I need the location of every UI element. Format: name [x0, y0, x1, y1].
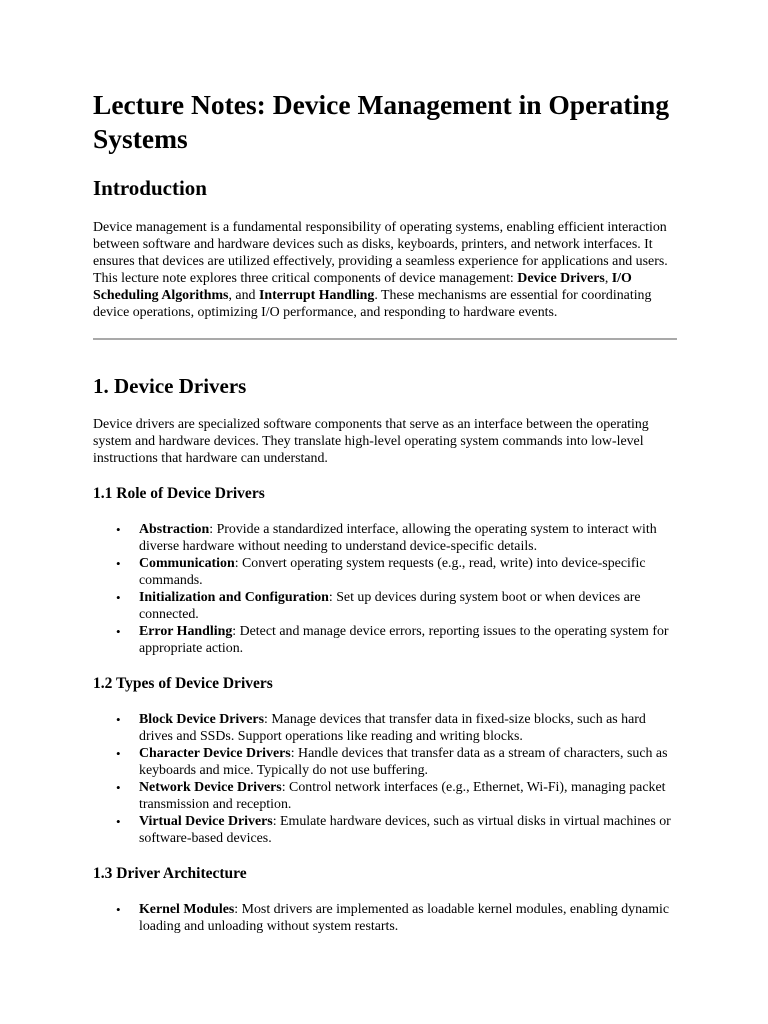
intro-term-io-scheduling: I/O Scheduling Algorithms	[93, 271, 632, 303]
types-list	[93, 711, 677, 847]
architecture-list	[93, 901, 677, 935]
section-divider	[93, 338, 677, 340]
list-item-term: Character Device Drivers	[139, 746, 291, 761]
list-item-term: Block Device Drivers	[139, 712, 264, 727]
list-item	[139, 745, 677, 779]
subsection-1-1-heading: 1.1 Role of Device Drivers	[93, 485, 265, 502]
list-item-term: Network Device Drivers	[139, 780, 282, 795]
page-title: Lecture Notes: Device Management in Operating Systems	[93, 89, 670, 154]
subsection-1-3-heading: 1.3 Driver Architecture	[93, 865, 247, 882]
introduction-paragraph	[93, 219, 677, 321]
list-item	[139, 623, 677, 657]
intro-text-a: Device management is a fundamental responsibility of operating systems, enabling efficient interaction between software and hardware devices such as disks, keyboards, printers, and network interfaces. It ensures that devices are utilized effectively, providing a seamless experience for applications and users. This lecture note explores three critical components of device management:	[93, 220, 668, 286]
list-item-desc: : Manage devices that transfer data in fixed-size blocks, such as hard drives and SSDs. Support operations like reading and writing blocks.	[139, 712, 646, 744]
list-item-desc: : Emulate hardware devices, such as virtual disks in virtual machines or software-based devices.	[139, 814, 671, 846]
list-item-term: Communication	[139, 556, 235, 571]
list-item	[139, 711, 677, 745]
section-1-heading: 1. Device Drivers	[93, 374, 247, 398]
role-list	[93, 521, 677, 657]
section-1-paragraph: Device drivers are specialized software components that serve as an interface between the operating system and hardware devices. They translate high-level operating system commands into low-level instructions that hardware can understand.	[93, 417, 649, 466]
list-item-desc: : Handle devices that transfer data as a stream of characters, such as keyboards and mice. Typically do not use buffering.	[139, 746, 668, 778]
intro-sep-1: ,	[604, 271, 612, 286]
list-item-desc: : Control network interfaces (e.g., Ethernet, Wi-Fi), managing packet transmission and reception.	[139, 780, 666, 812]
intro-term-interrupt-handling: Interrupt Handling	[258, 288, 375, 303]
list-item-desc: : Set up devices during system boot or when devices are connected.	[139, 590, 641, 622]
list-item-term: Error Handling	[139, 624, 233, 639]
list-item	[139, 521, 677, 555]
list-item	[139, 813, 677, 847]
intro-text-b: . These mechanisms are essential for coordinating device operations, optimizing I/O performance, and responding to hardware events.	[93, 288, 652, 320]
list-item	[139, 555, 677, 589]
introduction-heading: Introduction	[93, 176, 207, 200]
intro-term-device-drivers: Device Drivers	[517, 271, 605, 286]
list-item-term: Kernel Modules	[139, 902, 235, 917]
list-item-term: Virtual Device Drivers	[139, 814, 273, 829]
list-item	[139, 901, 677, 935]
list-item-desc: : Detect and manage device errors, reporting issues to the operating system for appropriate action.	[139, 624, 669, 656]
list-item	[139, 779, 677, 813]
intro-sep-2: , and	[228, 288, 259, 303]
list-item-desc: : Provide a standardized interface, allowing the operating system to interact with diverse hardware without needing to understand device-specific details.	[139, 522, 657, 554]
list-item	[139, 589, 677, 623]
list-item-desc: : Convert operating system requests (e.g., read, write) into device-specific commands.	[139, 556, 646, 588]
list-item-term: Initialization and Configuration	[139, 590, 329, 605]
document-content	[93, 88, 677, 935]
subsection-1-2-heading: 1.2 Types of Device Drivers	[93, 675, 273, 692]
list-item-term: Abstraction	[139, 522, 210, 537]
list-item-desc: : Most drivers are implemented as loadable kernel modules, enabling dynamic loading and unloading without system restarts.	[139, 902, 670, 934]
